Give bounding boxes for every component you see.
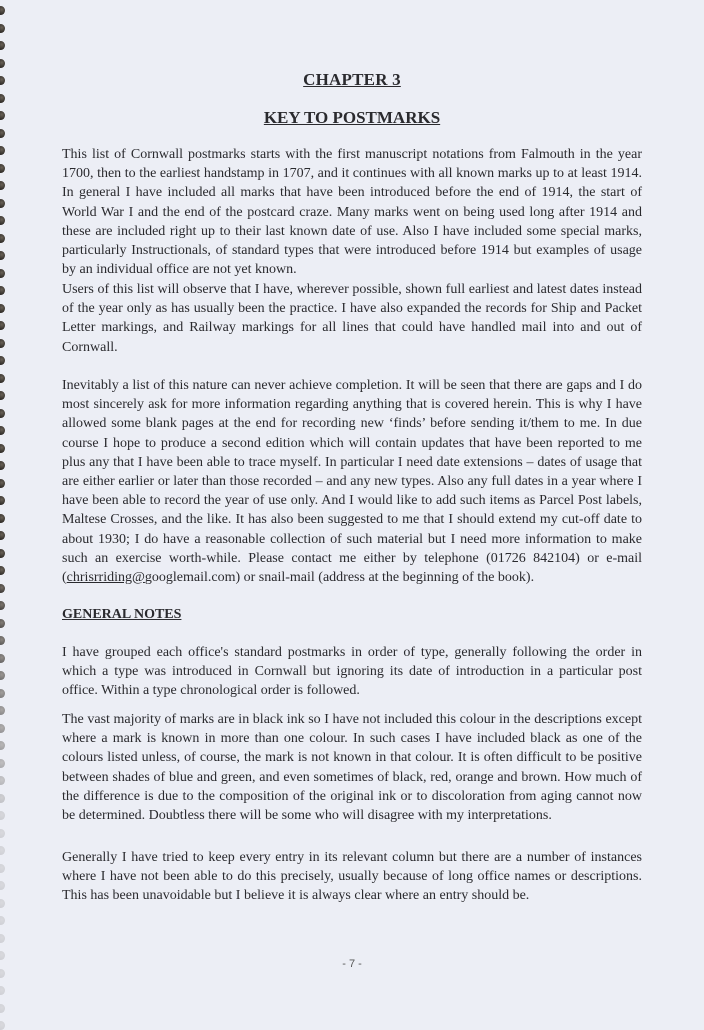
intro-paragraph-1: This list of Cornwall postmarks starts with the first manuscript notations from Falmouth in the year 1700, then to the earliest handstamp in 1707, and it continues with all known marks up to at least 1914. In general I have included all marks that have been introduced before the end of 1914, the start of World War I and the end of the postcard craze. Many marks went on being used long after 1914 and these are included right up to their last known date of use. Also I have included some special marks, particularly Instructionals, of standard types that were introduced before 1914 but examples of usage by an individual office are not yet known. — [62, 147, 642, 278]
binding-ring-icon — [0, 251, 5, 260]
binding-ring-icon — [0, 741, 5, 750]
binding-ring-icon — [0, 846, 5, 855]
binding-ring-icon — [0, 444, 5, 453]
binding-ring-icon — [0, 356, 5, 365]
binding-ring-icon — [0, 234, 5, 243]
binding-ring-icon — [0, 479, 5, 488]
contact-text-after: ) or snail-mail (address at the beginning of the book). — [235, 570, 535, 586]
binding-ring-icon — [0, 601, 5, 610]
binding-ring-icon — [0, 724, 5, 733]
binding-ring-icon — [0, 636, 5, 645]
binding-ring-icon — [0, 916, 5, 925]
page-title: KEY TO POSTMARKS — [263, 108, 441, 127]
binding-ring-icon — [0, 514, 5, 523]
general-notes-heading: GENERAL NOTES — [62, 607, 182, 622]
binding-ring-icon — [0, 776, 5, 785]
binding-ring-icon — [0, 426, 5, 435]
binding-ring-icon — [0, 864, 5, 873]
intro-paragraph-2: Users of this list will observe that I have, wherever possible, shown full earliest and latest dates instead of the year only as has usually been the practice. I have also expanded the records for Ship and Packet Letter markings, and Railway markings for all lines that could have handled mail into and out of Cornwall. — [62, 282, 642, 355]
binding-ring-icon — [0, 969, 5, 978]
binding-ring-icon — [0, 654, 5, 663]
contact-text-before: Inevitably a list of this nature can never achieve completion. It will be seen that there are gaps and I do most sincerely ask for more information regarding anything that is covered herein. This is why I have allowed some blank pages at the end for recording new ‘finds’ before sending it/them to me. In due course I hope to produce a second edition which will contain updates that have been reported to me plus any that I have been able to trace myself. In particular I need date extensions – dates of usage that are either earlier or later than those recorded – and any new types. Also any full dates in a year where I have been able to record the year of use only. And I would like to add such items as Parcel Post labels, Maltese Crosses, and the like. It has also been suggested to me that I should extend my cut-off date to about 1930; I do have a reasonable collection of such material but I need more information to make such an exercise worth-while. Please contact me either by telephone (01726 842104) or e-mail ( — [62, 378, 642, 586]
binding-ring-icon — [0, 811, 5, 820]
binding-ring-icon — [0, 374, 5, 383]
binding-ring-icon — [0, 794, 5, 803]
binding-ring-icon — [0, 671, 5, 680]
binding-ring-icon — [0, 24, 5, 33]
page-number: - 7 - — [342, 958, 362, 970]
binding-ring-icon — [0, 549, 5, 558]
binding-ring-icon — [0, 41, 5, 50]
binding-ring-icon — [0, 286, 5, 295]
notes-paragraph-1: I have grouped each office's standard postmarks in order of type, generally following the order in which a type was introduced in Cornwall but ignoring its date of introduction in a particular post office. Within a type chronological order is followed. — [62, 645, 642, 699]
binding-ring-icon — [0, 531, 5, 540]
binding-ring-icon — [0, 1004, 5, 1013]
binding-ring-icon — [0, 111, 5, 120]
binding-ring-icon — [0, 986, 5, 995]
contact-paragraph — [62, 376, 642, 587]
email-link-domain[interactable]: googlemail.com — [144, 570, 236, 586]
binding-ring-icon — [0, 181, 5, 190]
binding-ring-icon — [0, 321, 5, 330]
binding-ring-icon — [0, 461, 5, 470]
binding-ring-icon — [0, 566, 5, 575]
binding-ring-icon — [0, 881, 5, 890]
email-link-user[interactable]: chrisrriding@ — [66, 570, 145, 586]
binding-ring-icon — [0, 6, 5, 15]
binding-ring-icon — [0, 584, 5, 593]
binding-ring-icon — [0, 829, 5, 838]
binding-ring-icon — [0, 934, 5, 943]
binding-ring-icon — [0, 216, 5, 225]
binding-ring-icon — [0, 759, 5, 768]
spiral-binding — [0, 0, 10, 1024]
binding-ring-icon — [0, 59, 5, 68]
notes-paragraph-2: The vast majority of marks are in black ink so I have not included this colour in the descriptions except where a mark is known in more than one colour. In such cases I have included black as one of the colours listed unless, of course, the mark is not known in that colour. It is often difficult to be positive between shades of blue and green, and even sometimes of black, red, orange and brown. How much of the difference is due to the composition of the original ink or to discoloration from aging cannot now be determined. Doubtless there will be some who will disagree with my interpretations. — [62, 712, 642, 824]
binding-ring-icon — [0, 94, 5, 103]
chapter-heading: CHAPTER 3 — [303, 70, 401, 89]
binding-ring-icon — [0, 304, 5, 313]
binding-ring-icon — [0, 129, 5, 138]
notes-paragraph-3: Generally I have tried to keep every entry in its relevant column but there are a number of instances where I have not been able to do this precisely, usually because of long office names or descriptions. This has been unavoidable but I believe it is always clear where an entry should be. — [62, 850, 642, 904]
binding-ring-icon — [0, 899, 5, 908]
binding-ring-icon — [0, 391, 5, 400]
binding-ring-icon — [0, 619, 5, 628]
binding-ring-icon — [0, 76, 5, 85]
binding-ring-icon — [0, 706, 5, 715]
binding-ring-icon — [0, 951, 5, 960]
binding-ring-icon — [0, 496, 5, 505]
binding-ring-icon — [0, 689, 5, 698]
binding-ring-icon — [0, 164, 5, 173]
binding-ring-icon — [0, 339, 5, 348]
binding-ring-icon — [0, 269, 5, 278]
binding-ring-icon — [0, 199, 5, 208]
binding-ring-icon — [0, 409, 5, 418]
binding-ring-icon — [0, 146, 5, 155]
binding-ring-icon — [0, 1021, 5, 1030]
